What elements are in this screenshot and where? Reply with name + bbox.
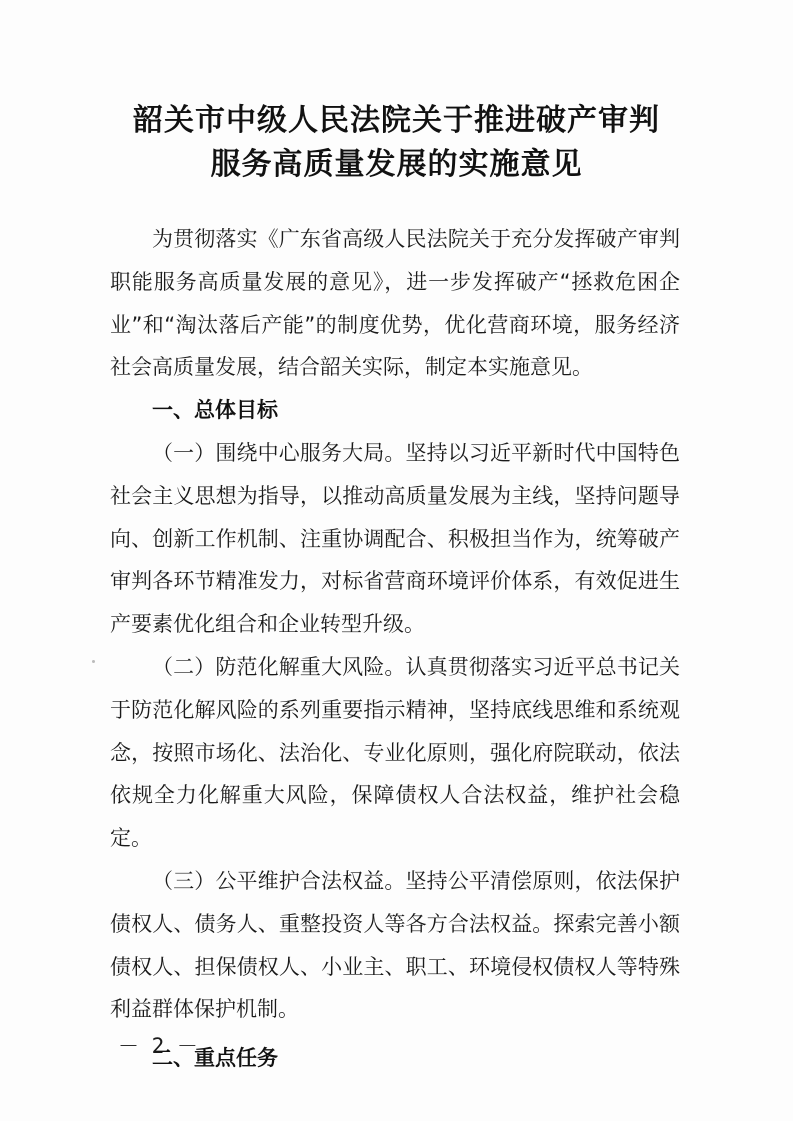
document-title-line1: 韶关市中级人民法院关于推进破产审判 xyxy=(133,103,660,138)
intro-paragraph: 为贯彻落实《广东省高级人民法院关于充分发挥破产审判职能服务高质量发展的意见》，进一步发挥破产“拯救危困企业”和“淘汰落后产能”的制度优势，优化营商环境，服务经济社会高质量发展，结合韶关实际，制定本实施意见。 xyxy=(110,227,680,380)
document-body xyxy=(110,218,680,1080)
scan-speck xyxy=(92,660,95,663)
section-heading-overall-goals: 一、总体目标 xyxy=(152,398,278,423)
paragraph-item-2: （二）防范化解重大风险。认真贯彻落实习近平总书记关于防范化解风险的系列重要指示精神，坚持底线思维和系统观念，按照市场化、法治化、专业化原则，强化府院联动，依法依规全力化解重大风险，保障债权人合法权益，维护社会稳定。 xyxy=(110,654,680,851)
document-title-line2: 服务高质量发展的实施意见 xyxy=(210,147,583,182)
page-number: － 2 － xyxy=(118,1034,198,1058)
section-heading-key-tasks: 二、重点任务 xyxy=(152,1046,278,1071)
paragraph-item-1: （一）围绕中心服务大局。坚持以习近平新时代中国特色社会主义思想为指导，以推动高质量发展为主线，坚持问题导向、创新工作机制、注重协调配合、积极担当作为，统筹破产审判各环节精准发力，对标省营商环境评价体系，有效促进生产要素优化组合和企业转型升级。 xyxy=(110,440,680,637)
paragraph-item-3: （三）公平维护合法权益。坚持公平清偿原则，依法保护债权人、债务人、重整投资人等各方合法权益。探索完善小额债权人、担保债权人、小业主、职工、环境侵权债权人等特殊利益群体保护机制。 xyxy=(110,868,680,1022)
